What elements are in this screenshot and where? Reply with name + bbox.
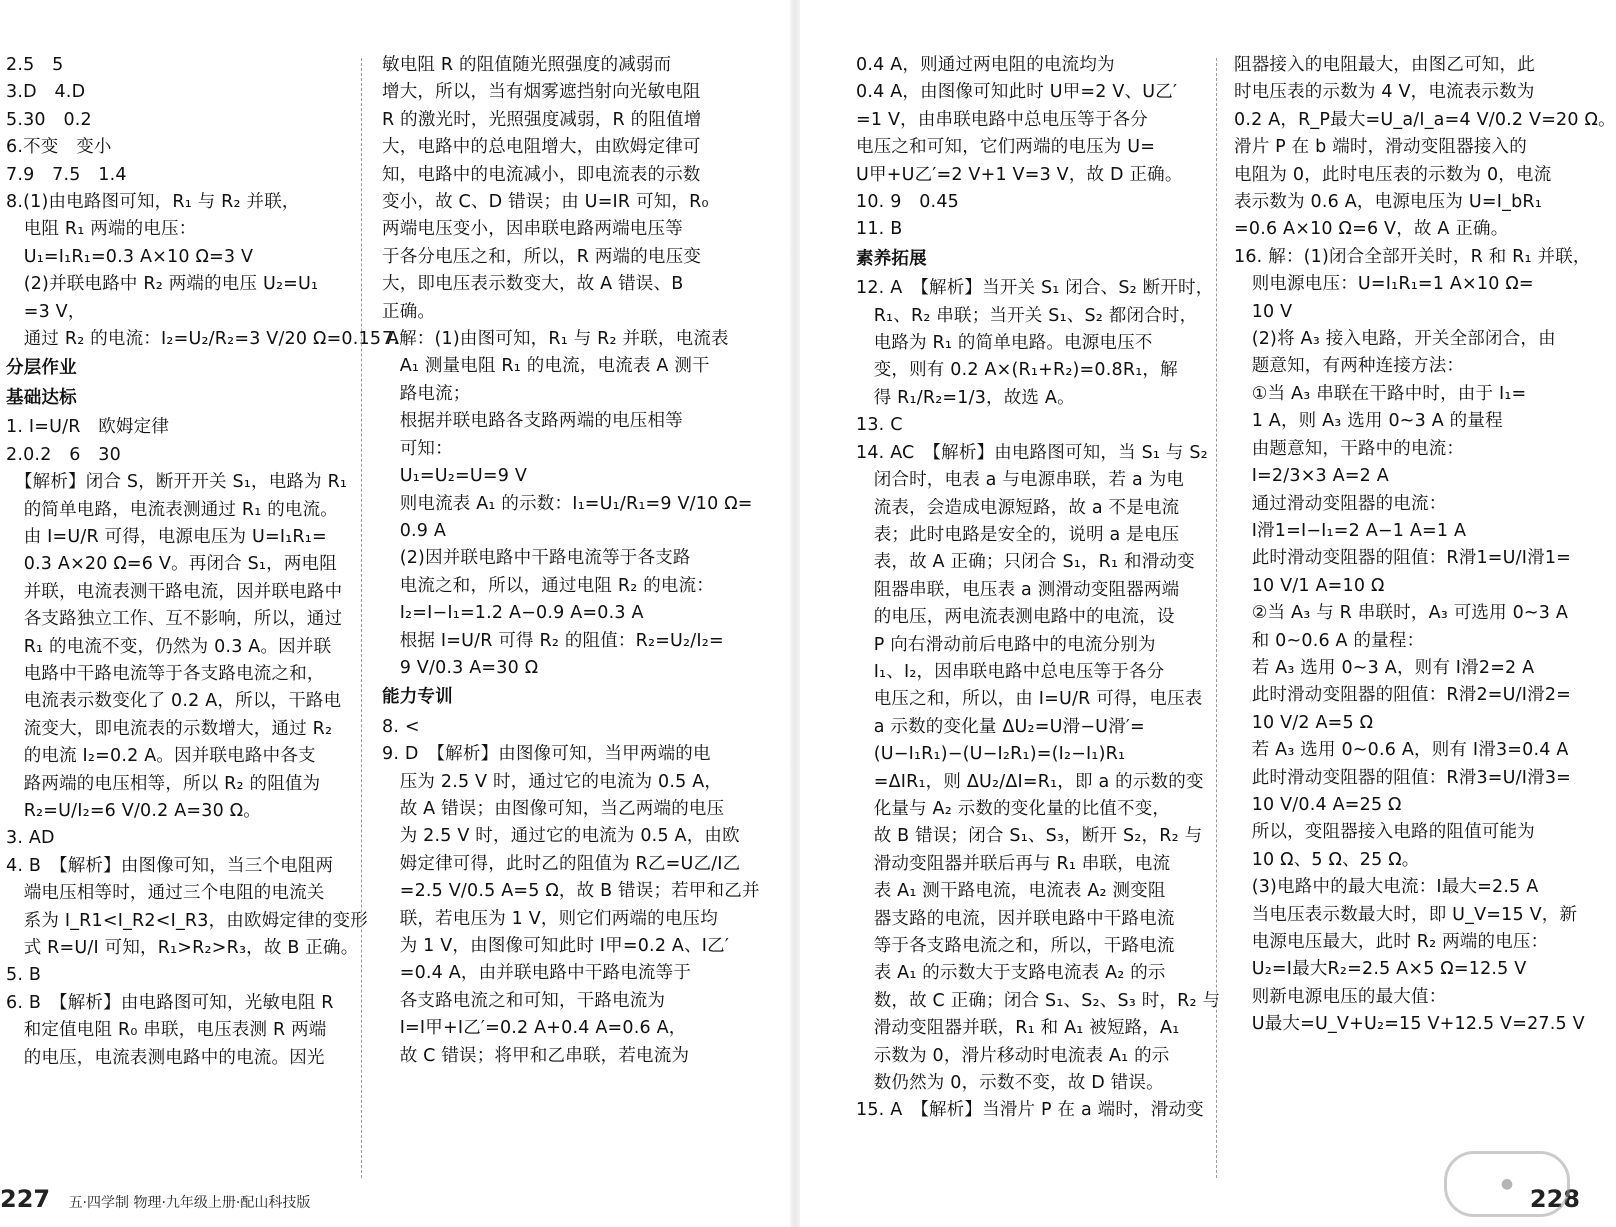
text-line: 3.D 4.D <box>6 82 86 103</box>
text-line: 则新电源电压的最大值： <box>1234 986 1447 1007</box>
text-line: 电路为 R₁ 的简单电路。电源电压不 <box>856 333 1153 354</box>
text-line: 根据并联电路各支路两端的电压相等 <box>382 411 683 432</box>
text-line: ①当 A₃ 串联在干路中时，由于 I₁= <box>1234 383 1527 404</box>
text-line: =2.5 V/0.5 A=5 Ω，故 B 错误；若甲和乙并 <box>382 881 760 902</box>
text-line: 的电压，电流表测电路中的电流。因光 <box>6 1047 325 1068</box>
text-line: 得 R₁/R₂=1/3，故选 A。 <box>856 387 1075 408</box>
text-line: ②当 A₃ 与 R 串联时，A₃ 可选用 0~3 A <box>1234 603 1569 624</box>
text-line: 7.9 7.5 1.4 <box>6 164 127 185</box>
text-line: 数仍然为 0，示数不变，故 D 错误。 <box>856 1073 1164 1094</box>
text-line: (3)电路中的最大电流：I最大=2.5 A <box>1234 877 1539 898</box>
text-line: 知，电路中的电流减小，即电流表的示数 <box>382 164 701 185</box>
section-heading: 素养拓展 <box>856 248 927 269</box>
text-line: 电阻为 0，此时电压表的示数为 0，电流 <box>1234 164 1552 185</box>
column-divider <box>361 58 362 1178</box>
text-line: 流变大，即电流表的示数增大，通过 R₂ <box>6 718 333 739</box>
text-line: 10 V/1 A=10 Ω <box>1234 575 1385 596</box>
text-line: 正确。 <box>382 301 436 322</box>
text-line: 所以，变阻器接入电路的阻值可能为 <box>1234 822 1535 843</box>
text-line: =0.6 A×10 Ω=6 V，故 A 正确。 <box>1234 219 1509 240</box>
text-line: 10 Ω、5 Ω、25 Ω。 <box>1234 849 1420 870</box>
text-line: 1 A，则 A₃ 选用 0~3 A 的量程 <box>1234 411 1503 432</box>
text-line: 两端电压变小，因串联电路两端电压等 <box>382 219 683 240</box>
text-line: 12. A 【解析】当开关 S₁ 闭合、S₂ 断开时， <box>856 278 1214 299</box>
text-line: 端电压相等时，通过三个电阻的电流关 <box>6 883 325 904</box>
right-page <box>800 0 1616 1227</box>
section-heading: 基础达标 <box>6 387 77 408</box>
book-title: 五·四学制 物理·九年级上册·配山科技版 <box>68 1195 311 1211</box>
text-line: P 向右滑动前后电路中的电流分别为 <box>856 634 1156 655</box>
text-line: 10 V/2 A=5 Ω <box>1234 712 1374 733</box>
page-number-left: 227 <box>0 1185 51 1213</box>
column-4 <box>1234 52 1616 1172</box>
text-line: 可知： <box>382 438 453 459</box>
text-line: 的电压，两电流表测电路中的电流，设 <box>856 607 1175 628</box>
text-line: 并联，电流表测干路电流，因并联电路中 <box>6 581 343 602</box>
text-line: R₁、R₂ 串联；当开关 S₁、S₂ 都闭合时， <box>856 305 1198 326</box>
text-line: 式 R=U/I 可知，R₁>R₂>R₃，故 B 正确。 <box>6 938 359 958</box>
text-line: I₁、I₂，因串联电路中总电压等于各分 <box>856 661 1165 682</box>
text-line: I=2/3×3 A=2 A <box>1234 466 1389 487</box>
text-line: R₁ 的电流不变，仍然为 0.3 A。因并联 <box>6 636 332 657</box>
text-line: 13. C <box>856 415 903 436</box>
text-line: 的电流 I₂=0.2 A。因并联电路中各支 <box>6 746 316 767</box>
text-line: 由 I=U/R 可得，电源电压为 U=I₁R₁= <box>6 526 327 547</box>
text-line: 表；此时电路是安全的，说明 a 是电压 <box>856 524 1180 545</box>
text-line: 0.9 A <box>382 520 447 541</box>
text-line: 0.3 A×20 Ω=6 V。再闭合 S₁，两电阻 <box>6 554 337 575</box>
text-line: 则电流表 A₁ 的示数：I₁=U₁/R₁=9 V/10 Ω= <box>382 493 753 514</box>
text-line: (U−I₁R₁)−(U−I₂R₁)=(I₂−I₁)R₁ <box>856 744 1126 765</box>
text-line: 变，则有 0.2 A×(R₁+R₂)=0.8R₁，解 <box>856 360 1178 381</box>
text-line: U₁=I₁R₁=0.3 A×10 Ω=3 V <box>6 246 254 267</box>
text-line: 故 C 错误；将甲和乙串联，若电流为 <box>382 1045 690 1066</box>
text-line: 敏电阻 R 的阻值随光照强度的减弱而 <box>382 55 672 75</box>
text-line: 故 A 错误；由图像可知，当乙两端的电压 <box>382 798 725 819</box>
text-line: 4. B 【解析】由图像可知，当三个电阻两 <box>6 855 334 876</box>
text-line: a 示数的变化量 ΔU₂=U滑−U滑′= <box>856 716 1145 737</box>
text-line: 滑片 P 在 b 端时，滑动变阻器接入的 <box>1234 137 1527 158</box>
text-line: 根据 I=U/R 可得 R₂ 的阻值：R₂=U₂/I₂= <box>382 630 724 651</box>
text-line: 大，即电压表示数变大，故 A 错误、B <box>382 274 684 295</box>
text-line: U甲+U乙′=2 V+1 V=3 V，故 D 正确。 <box>856 164 1183 185</box>
text-line: 为 2.5 V 时，通过它的电流为 0.5 A，由欧 <box>382 826 740 847</box>
text-line: 2.0.2 6 30 <box>6 444 121 465</box>
page-number-right: 228 <box>1529 1185 1580 1213</box>
text-line: 姆定律可得，此时乙的阻值为 R乙=U乙/I乙 <box>382 853 741 874</box>
section-heading: 分层作业 <box>6 358 77 379</box>
text-line: 滑动变阻器并联后再与 R₁ 串联，电流 <box>856 853 1171 874</box>
text-line: 16. 解：(1)闭合全部开关时，R 和 R₁ 并联， <box>1234 246 1591 267</box>
text-line: 增大，所以，当有烟雾遮挡射向光敏电阻 <box>382 82 701 103</box>
page-footer-left <box>0 1185 310 1213</box>
text-line: 流表，会造成电源短路，故 a 不是电流 <box>856 497 1180 518</box>
text-line: 数，故 C 正确；闭合 S₁、S₂、S₃ 时，R₂ 与 <box>856 990 1221 1011</box>
text-line: 5.30 0.2 <box>6 109 92 130</box>
text-line: =3 V， <box>6 301 86 322</box>
text-line: 0.4 A，则通过两电阻的电流均为 <box>856 55 1115 75</box>
text-line: =1 V，由串联电路中总电压等于各分 <box>856 109 1148 130</box>
text-line: 10 V/0.4 A=25 Ω <box>1234 794 1402 815</box>
text-line: 表 A₁ 测干路电流，电流表 A₂ 测变阻 <box>856 881 1166 902</box>
text-line: 【解析】闭合 S，断开开关 S₁，电路为 R₁ <box>6 472 348 493</box>
text-line: 8. < <box>382 716 420 737</box>
text-line: 通过 R₂ 的电流：I₂=U₂/R₂=3 V/20 Ω=0.15 A <box>6 329 400 350</box>
text-line: 2.5 5 <box>6 55 64 75</box>
book-gutter <box>790 0 800 1227</box>
text-line: I₂=I−I₁=1.2 A−0.9 A=0.3 A <box>382 603 644 624</box>
left-page <box>0 0 790 1227</box>
text-line: 各支路独立工作、互不影响，所以，通过 <box>6 609 343 630</box>
text-line: U₂=I最大R₂=2.5 A×5 Ω=12.5 V <box>1234 959 1527 980</box>
text-line: 此时滑动变阻器的阻值：R滑2=U/I滑2= <box>1234 685 1572 706</box>
text-line: 则电源电压：U=I₁R₁=1 A×10 Ω= <box>1234 274 1534 295</box>
watermark-logo: ● <box>1444 1151 1570 1217</box>
text-line: 3. AD <box>6 828 55 849</box>
text-line: 电源电压最大，此时 R₂ 两端的电压： <box>1234 932 1549 952</box>
text-line: R 的激光时，光照强度减弱，R 的阻值增 <box>382 109 702 130</box>
text-line: 若 A₃ 选用 0~0.6 A，则有 I滑3=0.4 A <box>1234 740 1569 761</box>
text-line: (2)因并联电路中干路电流等于各支路 <box>382 548 691 569</box>
text-line: 电阻 R₁ 两端的电压： <box>6 219 197 240</box>
text-line: 1. I=U/R 欧姆定律 <box>6 417 170 438</box>
text-line: 时电压表的示数为 4 V，电流表示数为 <box>1234 82 1535 103</box>
text-line: 联，若电压为 1 V，则它们两端的电压均 <box>382 908 718 929</box>
text-line: 9 V/0.3 A=30 Ω <box>382 657 539 678</box>
text-line: I滑1=I−I₁=2 A−1 A=1 A <box>1234 520 1467 541</box>
text-line: 电压之和，所以，由 I=U/R 可得，电压表 <box>856 689 1203 710</box>
column-divider <box>1216 58 1217 1178</box>
text-line: 14. AC 【解析】由电路图可知，当 S₁ 与 S₂ <box>856 442 1208 463</box>
text-line: 9. D 【解析】由图像可知，当甲两端的电 <box>382 744 711 765</box>
text-line: 表 A₁ 的示数大于支路电流表 A₂ 的示 <box>856 963 1166 984</box>
text-line: 5. B <box>6 965 42 986</box>
text-line: 7.解：(1)由图可知，R₁ 与 R₂ 并联，电流表 <box>382 329 729 350</box>
text-line: 由题意知，干路中的电流： <box>1234 438 1465 459</box>
text-line: I=I甲+I乙′=0.2 A+0.4 A=0.6 A， <box>382 1018 687 1039</box>
text-line: 0.4 A，由图像可知此时 U甲=2 V、U乙′ <box>856 82 1178 103</box>
column-1 <box>6 52 400 1172</box>
text-line: 和定值电阻 R₀ 串联，电压表测 R 两端 <box>6 1020 327 1041</box>
text-line: 路两端的电压相等，所以 R₂ 的阻值为 <box>6 773 321 794</box>
text-line: 各支路电流之和可知，干路电流为 <box>382 990 666 1011</box>
text-line: 闭合时，电表 a 与电源串联，若 a 为电 <box>856 470 1185 491</box>
text-line: 此时滑动变阻器的阻值：R滑3=U/I滑3= <box>1234 767 1572 788</box>
text-line: 化量与 A₂ 示数的变化量的比值不变， <box>856 798 1171 819</box>
text-line: 表，故 A 正确；只闭合 S₁，R₁ 和滑动变 <box>856 552 1195 573</box>
text-line: 大，电路中的总电阻增大，由欧姆定律可 <box>382 137 701 158</box>
text-line: 器支路的电流，因并联电路中干路电流 <box>856 908 1175 929</box>
text-line: 故 B 错误；闭合 S₁、S₃，断开 S₂，R₂ 与 <box>856 826 1203 847</box>
text-line: U最大=U_V+U₂=15 V+12.5 V=27.5 V <box>1234 1014 1585 1035</box>
text-line: 题意知，有两种连接方法： <box>1234 356 1465 377</box>
text-line: 等于各支路电流之和，所以，干路电流 <box>856 936 1175 956</box>
text-line: 为 1 V，由图像可知此时 I甲=0.2 A、I乙′ <box>382 936 730 956</box>
text-line: 电流之和，所以，通过电阻 R₂ 的电流： <box>382 575 714 596</box>
text-line: 6. B 【解析】由电路图可知，光敏电阻 R <box>6 992 334 1013</box>
text-line: 于各分电压之和，所以，R 两端的电压变 <box>382 246 702 267</box>
text-line: 11. B <box>856 219 903 240</box>
section-heading: 能力专训 <box>382 687 453 708</box>
text-line: 15. A 【解析】当滑片 P 在 a 端时，滑动变 <box>856 1100 1204 1121</box>
text-line: 变小，故 C、D 错误；由 U=IR 可知，R₀ <box>382 192 709 213</box>
text-line: 示数为 0，滑片移动时电流表 A₁ 的示 <box>856 1045 1170 1066</box>
text-line: =0.4 A，由并联电路中干路电流等于 <box>382 963 692 984</box>
text-line: 路电流； <box>382 383 471 404</box>
column-3 <box>856 52 1221 1172</box>
text-line: A₁ 测量电阻 R₁ 的电流，电流表 A 测干 <box>382 356 710 377</box>
text-line: 压为 2.5 V 时，通过它的电流为 0.5 A， <box>382 771 723 792</box>
text-line: 表示数为 0.6 A，电源电压为 U=I_bR₁ <box>1234 192 1542 213</box>
text-line: 当电压表示数最大时，即 U_V=15 V，新 <box>1234 904 1578 925</box>
column-2 <box>382 52 760 1172</box>
text-line: 阻器串联，电压表 a 测滑动变阻器两端 <box>856 579 1180 600</box>
text-line: 系为 I_R1<I_R2<I_R3，由欧姆定律的变形 <box>6 910 368 931</box>
text-line: (2)并联电路中 R₂ 两端的电压 U₂=U₁ <box>6 274 319 295</box>
text-line: 10 V <box>1234 301 1293 322</box>
text-line: 10. 9 0.45 <box>856 192 959 213</box>
text-line: 通过滑动变阻器的电流： <box>1234 493 1447 514</box>
text-line: 若 A₃ 选用 0~3 A，则有 I滑2=2 A <box>1234 657 1535 678</box>
text-line: 电路中干路电流等于各支路电流之和， <box>6 663 325 684</box>
text-line: 和 0~0.6 A 的量程： <box>1234 630 1425 651</box>
text-line: R₂=U/I₂=6 V/0.2 A=30 Ω。 <box>6 800 261 821</box>
text-line: 0.2 A，R_P最大=U_a/I_a=4 V/0.2 V=20 Ω。 <box>1234 109 1616 130</box>
text-line: 阻器接入的电阻最大，由图乙可知，此 <box>1234 55 1535 75</box>
text-line: 6.不变 变小 <box>6 137 112 158</box>
text-line: 此时滑动变阻器的阻值：R滑1=U/I滑1= <box>1234 548 1572 569</box>
text-line: 8.(1)由电路图可知，R₁ 与 R₂ 并联， <box>6 192 300 213</box>
text-line: 的简单电路，电流表测通过 R₁ 的电流。 <box>6 499 338 520</box>
text-line: 电压之和可知，它们两端的电压为 U= <box>856 137 1156 158</box>
text-line: 电流表示数变化了 0.2 A，所以，干路电 <box>6 691 342 712</box>
text-line: U₁=U₂=U=9 V <box>382 466 528 487</box>
text-line: (2)将 A₃ 接入电路，开关全部闭合，由 <box>1234 329 1556 350</box>
text-line: 滑动变阻器并联，R₁ 和 A₁ 被短路，A₁ <box>856 1018 1180 1039</box>
text-line: =ΔIR₁，则 ΔU₂/ΔI=R₁，即 a 的示数的变 <box>856 771 1204 792</box>
